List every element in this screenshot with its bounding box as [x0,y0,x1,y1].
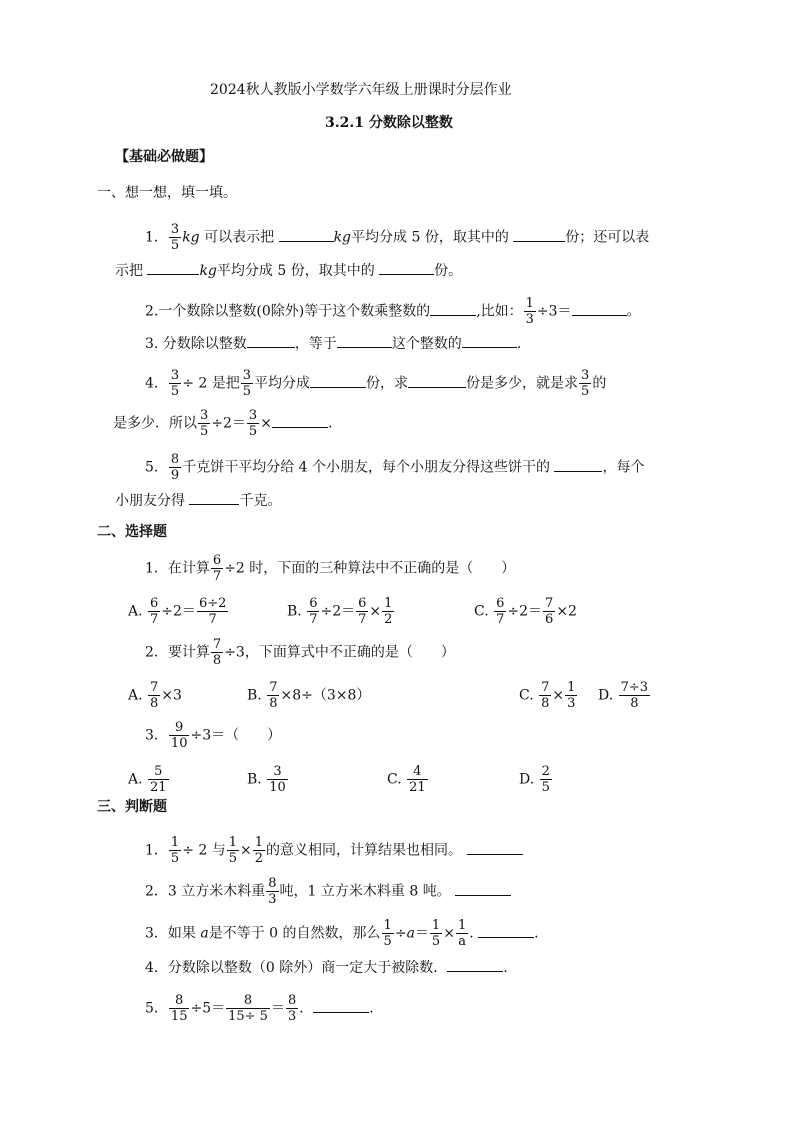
part2-q3-option-b[interactable]: B. $\frac{3}{10}$ [247,764,286,795]
fraction: $\frac{3}{5}$ [242,368,252,399]
page-title: 2024秋人教版小学数学六年级上册课时分层作业 [210,82,512,98]
part3-q3: 3．如果 a是不等于 0 的自然数，那么 $\frac{1}{5}$ ÷a＝ $\frac{1}{5}$ × $\frac{1}{a}$ . . [145,918,539,949]
fraction: $\frac{7\div 3}{8}$ [620,680,649,711]
fraction: $\frac{1}{a}$ [457,918,467,949]
fraction: $\frac{3}{5}$ [170,222,180,253]
fraction: $\frac{9}{10}$ [170,720,188,751]
part1-q2: 2.一个数除以整数(0除外)等于这个数乘整数的 ,比如： $\frac{1}{3}$ ÷3＝ 。 [145,296,641,327]
answer-blank[interactable] [455,882,511,896]
fraction: $\frac{3}{5}$ [248,408,258,439]
part2-q3-option-c[interactable]: C. $\frac{4}{21}$ [387,764,426,795]
fraction: $\frac{7}{6}$ [545,596,554,627]
fraction: $\frac{3}{10}$ [269,764,286,795]
answer-blank[interactable] [572,302,627,316]
part2-q3-option-a[interactable]: A. $\frac{5}{21}$ [128,764,167,795]
fraction: $\frac{8}{3}$ [287,993,297,1024]
fraction: $\frac{1}{5}$ [170,835,180,866]
part1-q3: 3. 分数除以整数 ，等于 这个整数的 . [145,336,522,352]
fraction: $\frac{7}{8}$ [150,680,159,711]
fraction: $\frac{1}{2}$ [254,835,264,866]
fraction: $\frac{6}{7}$ [309,596,318,627]
answer-blank[interactable] [272,414,328,428]
part2-q2-option-c[interactable]: C. $\frac{7}{8}$ × $\frac{1}{3}$ [519,680,576,711]
answer-blank[interactable] [379,261,434,275]
fraction: $\frac{1}{5}$ [383,918,392,949]
part3-q4: 4．分数除以整数（0 除外）商一定大于被除数． . [145,960,508,976]
fraction: $\frac{8}{15\div 5}$ [228,993,268,1024]
part1-q5-line1: 5． $\frac{8}{9}$ 千克饼干平均分给 4 个小朋友，每个小朋友分得这些饼干的 ，每个 [145,452,645,483]
part3-heading: 三、判断题 [97,799,167,815]
fraction: $\frac{6}{7}$ [358,596,367,627]
fraction: $\frac{3}{5}$ [581,368,590,399]
answer-blank[interactable] [313,999,369,1013]
fraction: $\frac{8}{3}$ [268,876,277,907]
part2-q2-option-b[interactable]: B. $\frac{7}{8}$ ×8÷（3×8） [247,680,371,711]
fraction: $\frac{2}{5}$ [541,764,550,795]
fraction: $\frac{6}{7}$ [212,553,222,584]
answer-blank[interactable] [447,958,503,972]
part2-q1: 1．在计算 $\frac{6}{7}$ ÷2 时，下面的三种算法中不正确的是（ ） [145,553,516,584]
fraction: $\frac{1}{5}$ [228,835,238,866]
fraction: $\frac{3}{5}$ [170,368,180,399]
answer-blank[interactable] [554,458,602,472]
fraction: $\frac{6\div 2}{7}$ [198,596,227,627]
part1-q5-line2: 小朋友分得 千克。 [115,493,282,509]
answer-blank[interactable] [337,334,392,348]
fraction: $\frac{1}{3}$ [567,680,576,711]
fraction: $\frac{7}{8}$ [541,680,550,711]
answer-blank[interactable] [310,374,366,388]
answer-blank[interactable] [189,491,239,505]
part2-q2: 2．要计算 $\frac{7}{8}$ ÷3，下面算式中不正确的是（ ） [145,637,455,668]
fraction: $\frac{6}{7}$ [150,596,159,627]
fraction: $\frac{5}{21}$ [150,764,167,795]
part2-q1-option-b[interactable]: B. $\frac{6}{7}$ ÷2＝ $\frac{6}{7}$ × $\frac{1}{2}$ [287,596,393,627]
part2-q3-option-d[interactable]: D. $\frac{2}{5}$ [519,764,550,795]
lesson-subtitle: 3.2.1 分数除以整数 [325,115,453,131]
fraction: $\frac{8}{9}$ [170,452,180,483]
fraction: $\frac{6}{7}$ [496,596,505,627]
part2-q2-option-d[interactable]: D. $\frac{7\div 3}{8}$ [598,680,649,711]
answer-blank[interactable] [408,374,466,388]
answer-blank[interactable] [462,334,517,348]
part2-q3: 3． $\frac{9}{10}$ ÷3＝（ ） [145,720,282,751]
fraction: $\frac{7}{8}$ [212,637,222,668]
fraction: $\frac{4}{21}$ [409,764,426,795]
answer-blank[interactable] [430,302,476,316]
answer-blank[interactable] [467,841,523,855]
part2-heading: 二、选择题 [97,524,167,540]
part1-q4-line1: 4． $\frac{3}{5}$ ÷ 2 是把 $\frac{3}{5}$ 平均分成 份，求 份是多少，就是求 $\frac{3}{5}$ 的 [145,368,607,399]
part2-q1-option-a[interactable]: A. $\frac{6}{7}$ ÷2＝ $\frac{6\div 2}{7}$ [128,596,227,627]
section-basic-label: 【基础必做题】 [115,149,213,165]
part1-q1-line2: 示把 kg平均分成 5 份，取其中的 份。 [115,263,463,279]
part3-q5: 5． $\frac{8}{15}$ ÷5＝ $\frac{8}{15\div 5}$ ＝ $\frac{8}{3}$ ． . [145,993,374,1024]
answer-blank[interactable] [147,261,199,275]
part1-heading: 一、想一想，填一填。 [97,185,237,201]
part1-q1-line1: 1． $\frac{3}{5}$ kg 可以表示把 kg平均分成 5 份，取其中的 份；还可以表 [145,222,650,253]
fraction: $\frac{1}{5}$ [431,918,441,949]
answer-blank[interactable] [279,228,334,242]
part2-q2-option-a[interactable]: A. $\frac{7}{8}$ ×3 [128,680,182,711]
fraction: $\frac{3}{5}$ [200,408,209,439]
fraction: $\frac{8}{15}$ [170,993,188,1024]
fraction: $\frac{7}{8}$ [269,680,278,711]
part2-q1-option-c[interactable]: C. $\frac{6}{7}$ ÷2＝ $\frac{7}{6}$ ×2 [474,596,577,627]
answer-blank[interactable] [247,334,295,348]
part3-q1: 1． $\frac{1}{5}$ ÷ 2 与 $\frac{1}{5}$ × $\frac{1}{2}$ 的意义相同，计算结果也相同。 [145,835,523,866]
fraction: $\frac{1}{2}$ [384,596,393,627]
answer-blank[interactable] [478,924,534,938]
fraction: $\frac{1}{3}$ [525,296,534,327]
part3-q2: 2．3 立方米木料重 $\frac{8}{3}$ 吨，1 立方米木料重 8 吨。 [145,876,511,907]
part1-q4-line2: 是多少．所以 $\frac{3}{5}$ ÷2＝ $\frac{3}{5}$ × . [113,408,333,439]
answer-blank[interactable] [513,228,565,242]
